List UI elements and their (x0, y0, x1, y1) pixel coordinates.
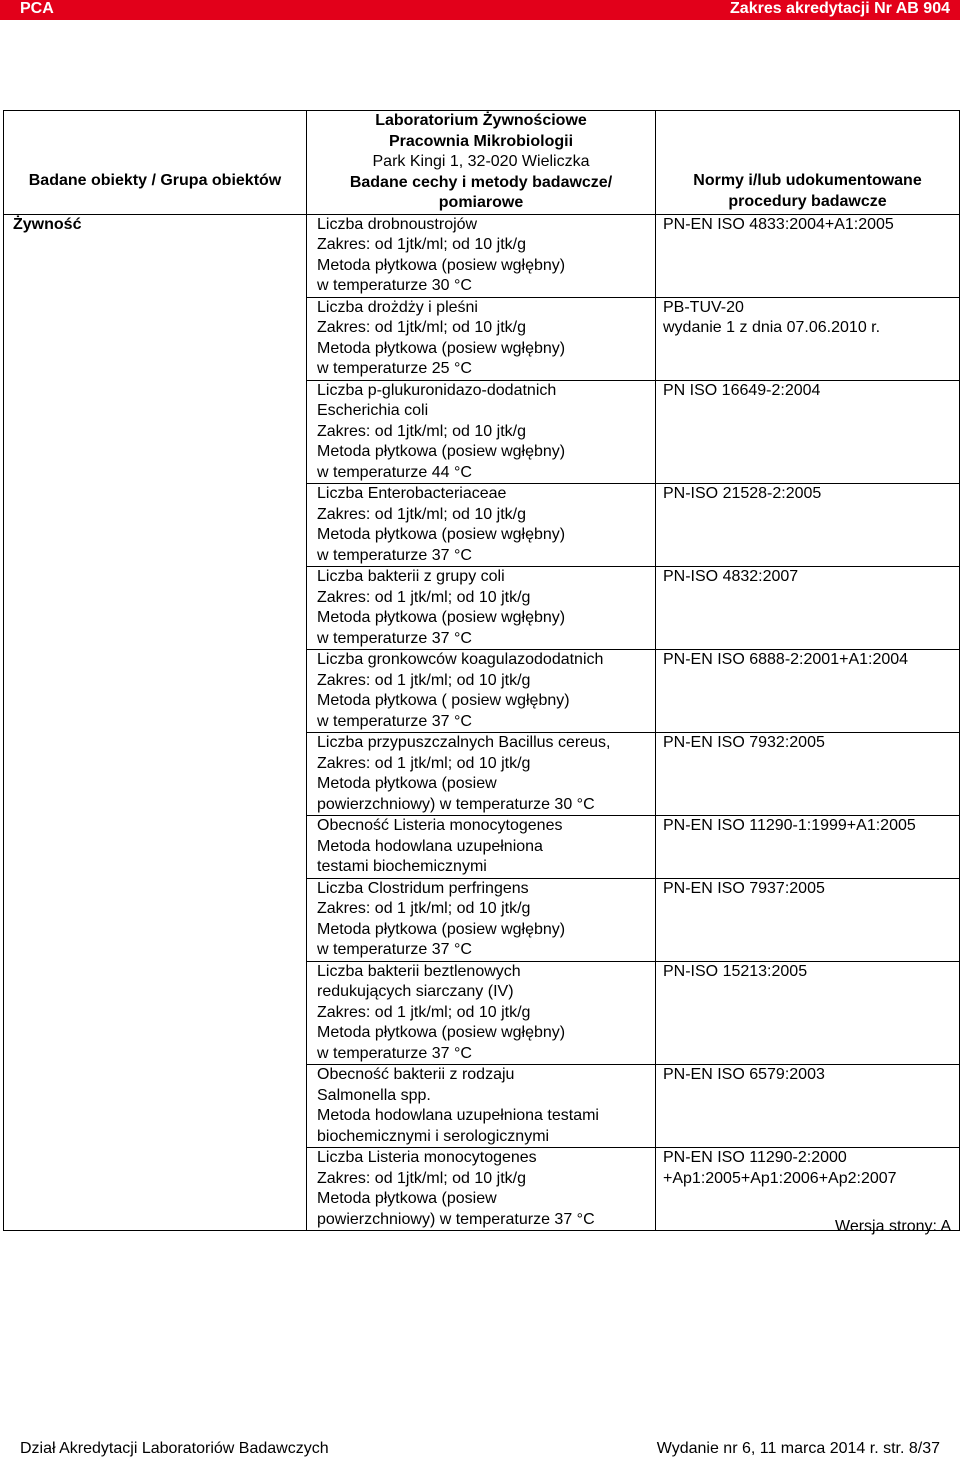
method-cell: Liczba p-glukuronidazo-dodatnich Escherichia coli Zakres: od 1jtk/ml; od 10 jtk/g Metoda płytkowa (posiew wgłębny) w temperaturze 44 °C (307, 380, 656, 484)
header-methods (307, 111, 656, 215)
method-cell: Liczba Clostridum perfringens Zakres: od 1 jtk/ml; od 10 jtk/g Metoda płytkowa (posiew wgłębny) w temperaturze 37 °C (307, 878, 656, 961)
norm-cell: PN-EN ISO 6888-2:2001+A1:2004 (656, 650, 960, 733)
scope-table (3, 110, 960, 1231)
norm-cell: PN-EN ISO 7932:2005 (656, 733, 960, 816)
method-cell: Obecność bakterii z rodzaju Salmonella spp. Metoda hodowlana uzupełniona testami biochemicznymi i serologicznymi (307, 1065, 656, 1148)
table-row (4, 214, 960, 297)
header-objects (4, 111, 307, 215)
method-cell: Obecność Listeria monocytogenes Metoda hodowlana uzupełniona testami biochemicznymi (307, 816, 656, 879)
norm-cell: PN-EN ISO 11290-2:2000 +Ap1:2005+Ap1:2006+Ap2:2007 (656, 1148, 960, 1231)
method-cell: Liczba Listeria monocytogenes Zakres: od 1jtk/ml; od 10 jtk/g Metoda płytkowa (posiew powierzchniowy) w temperaturze 37 °C (307, 1148, 656, 1231)
method-cell: Liczba bakterii beztlenowych redukujących siarczany (IV) Zakres: od 1 jtk/ml; od 10 jtk/g Metoda płytkowa (posiew wgłębny) w temperaturze 37 °C (307, 961, 656, 1065)
pca-label: PCA (20, 0, 54, 17)
norm-cell: PN ISO 16649-2:2004 (656, 380, 960, 484)
method-cell: Liczba gronkowców koagulazododatnich Zakres: od 1 jtk/ml; od 10 jtk/g Metoda płytkowa ( posiew wgłębny) w temperaturze 37 °C (307, 650, 656, 733)
norm-cell: PN-EN ISO 11290-1:1999+A1:2005 (656, 816, 960, 879)
page-version: Wersja strony: A (835, 1218, 952, 1235)
header-norms (656, 111, 960, 215)
header-norms-label: Normy i/lub udokumentowane procedury badawcze (693, 172, 922, 210)
accreditation-number: Zakres akredytacji Nr AB 904 (730, 0, 950, 17)
method-cell: Liczba Enterobacteriaceae Zakres: od 1jtk/ml; od 10 jtk/g Metoda płytkowa (posiew wgłębny) w temperaturze 37 °C (307, 484, 656, 567)
norm-cell: PB-TUV-20 wydanie 1 z dnia 07.06.2010 r. (656, 297, 960, 380)
norm-cell: PN-EN ISO 7937:2005 (656, 878, 960, 961)
object-group-cell: Żywność (4, 214, 307, 1231)
top-header-bar (0, 0, 960, 20)
lab-address: Park Kingi 1, 32-020 Wieliczka (372, 153, 590, 170)
footer-department: Dział Akredytacji Laboratoriów Badawczych (20, 1440, 329, 1457)
method-cell: Liczba drobnoustrojów Zakres: od 1jtk/ml; od 10 jtk/g Metoda płytkowa (posiew wgłębny) w temperaturze 30 °C (307, 214, 656, 297)
norm-cell: PN-EN ISO 4833:2004+A1:2005 (656, 214, 960, 297)
norm-cell: PN-ISO 21528-2:2005 (656, 484, 960, 567)
method-cell: Liczba bakterii z grupy coli Zakres: od 1 jtk/ml; od 10 jtk/g Metoda płytkowa (posiew wgłębny) w temperaturze 37 °C (307, 567, 656, 650)
norm-cell: PN-ISO 15213:2005 (656, 961, 960, 1065)
footer-edition: Wydanie nr 6, 11 marca 2014 r. str. 8/37 (656, 1440, 940, 1457)
header-objects-label: Badane obiekty / Grupa obiektów (28, 172, 282, 189)
header-methods-label: Badane cechy i metody badawcze/ pomiarowe (349, 173, 613, 211)
norm-cell: PN-ISO 4832:2007 (656, 567, 960, 650)
lab-name: Laboratorium Żywnościowe (375, 112, 587, 129)
table-body (4, 214, 960, 1231)
page-footer (20, 1439, 940, 1459)
norm-cell: PN-EN ISO 6579:2003 (656, 1065, 960, 1148)
lab-department: Pracownia Mikrobiologii (388, 132, 574, 150)
table-header-row (4, 111, 960, 215)
method-cell: Liczba przypuszczalnych Bacillus cereus, Zakres: od 1 jtk/ml; od 10 jtk/g Metoda płytkowa (posiew powierzchniowy) w temperaturze 30 °C (307, 733, 656, 816)
method-cell: Liczba drożdży i pleśni Zakres: od 1jtk/ml; od 10 jtk/g Metoda płytkowa (posiew wgłębny) w temperaturze 25 °C (307, 297, 656, 380)
